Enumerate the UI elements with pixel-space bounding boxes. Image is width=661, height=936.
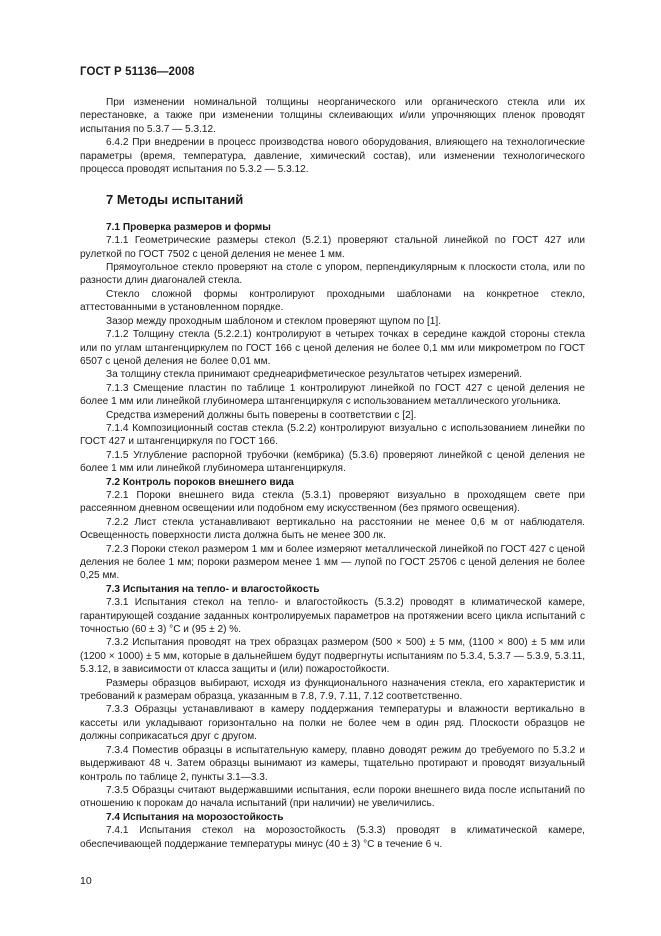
paragraph: 7.2.3 Пороки стекол размером 1 мм и более измеряют металлической линейкой по ГОСТ 427 с ценой деления не более 1 мм; пороки размером менее 1 мм — лупой по ГОСТ 25706 с ценой деления не более 0,25 мм. (80, 543, 585, 582)
document-body (80, 96, 585, 851)
paragraph: 7.3.1 Испытания стекол на тепло- и влагостойкость (5.3.2) проводят в климатической камере, гарантирующей создание заданных контролируемых параметров на протяжении всего цикла испытаний с точностью (60 ± 3) °С и (95 ± 2) %. (80, 597, 585, 636)
paragraph: 7.1.2 Толщину стекла (5.2.2.1) контролируют в четырех точках в середине каждой стороны стекла или по углам штангенциркулем по ГОСТ 166 с ценой деления не более 0,1 мм или микрометром по ГОСТ 6507 с ценой деления не более 0,01 мм. (80, 329, 585, 367)
section-heading: 7 Методы испытаний (106, 192, 244, 208)
paragraph: Прямоугольное стекло проверяют на столе с упором, перпендикулярным к плоскости стола, или по разности длин диагоналей стекла. (80, 262, 585, 287)
document-header: ГОСТ Р 51136—2008 (80, 66, 195, 78)
paragraph: 7.2.2 Лист стекла устанавливают вертикально на расстоянии не менее 0,6 м от наблюдателя. Освещенность поверхности листа должна быть не менее 300 лк. (80, 516, 585, 542)
paragraph: Зазор между проходным шаблоном и стеклом проверяют щупом по [1]. (106, 315, 442, 327)
paragraph: 7.3.5 Образцы считают выдержавшими испытания, если пороки внешнего вида после испытаний по отношению к порокам до начала испытаний (при наличии) не увеличились. (80, 784, 585, 810)
subsection-heading: 7.2 Контроль пороков внешнего вида (106, 476, 294, 488)
paragraph: 6.4.2 При внедрении в процесс производства нового оборудования, влияющего на технологические параметры (время, температура, давление, химический состав), или изменении технологического процесса проводят испытания по 5.3.2 — 5.3.12. (80, 137, 585, 176)
paragraph: 7.1.5 Углубление распорной трубочки (кембрика) (5.3.6) проверяют линейкой с ценой деления не более 1 мм или линейкой глубиномера штангенциркуля. (80, 449, 585, 475)
paragraph: 7.1.1 Геометрические размеры стекол (5.2.1) проверяют стальной линейкой по ГОСТ 427 или рулеткой по ГОСТ 7502 с ценой деления не менее 1 мм. (80, 235, 585, 260)
paragraph: 7.3.3 Образцы устанавливают в камеру поддержания температуры и влажности вертикально в кассеты или укладывают горизонтально на полки не более чем в один ряд. Плоскости образцов не должны соприкасаться друг с другом. (80, 704, 585, 743)
paragraph: За толщину стекла принимают среднеарифметическое результатов четырех измерений. (106, 369, 523, 381)
page-number: 10 (80, 875, 92, 887)
paragraph: 7.2.1 Пороки внешнего вида стекла (5.3.1) проверяют визуально в проходящем свете при рассеянном дневном освещении или подобном ему искусственном (без прямого освещения). (80, 489, 585, 515)
paragraph: 7.1.4 Композиционный состав стекла (5.2.2) контролируют визуально с использованием линейки по ГОСТ 427 и штангенциркуля по ГОСТ 166. (80, 422, 585, 448)
paragraph: 7.3.4 Поместив образцы в испытательную камеру, плавно доводят режим до требуемого по 5.3.2 и выдерживают 48 ч. Затем образцы вынимают из камеры, тщательно протирают и проводят визуальный контроль по таблице 2, пункты 3.1—3.3. (80, 744, 585, 783)
paragraph: 7.4.1 Испытания стекол на морозостойкость (5.3.3) проводят в климатической камере, обеспечивающей поддержание температуры минус (40 ± 3) °С в течение 6 ч. (80, 825, 585, 850)
subsection-heading: 7.4 Испытания на морозостойкость (106, 811, 284, 823)
paragraph: 7.3.2 Испытания проводят на трех образцах размером (500 × 500) ± 5 мм, (1100 × 800) ± 5 мм или (1200 × 1000) ± 5 мм, которые в дальнейшем будут подвергнуты испытаниям по 5.3.4, 5.3.7 — 5.3.9, 5.3.11, 5.3.12, в зависимости от класса защиты и (или) пожаростойкости. (80, 637, 585, 676)
paragraph: Размеры образцов выбирают, исходя из функционального назначения стекла, его характеристик и требований к размерам образца, указанным в 7.8, 7.9, 7.11, 7.12 соответственно. (80, 677, 585, 703)
subsection-heading: 7.3 Испытания на тепло- и влагостойкость (106, 583, 320, 595)
paragraph: Стекло сложной формы контролируют проходными шаблонами на конкретное стекло, аттестованными в установленном порядке. (80, 288, 585, 314)
paragraph: 7.1.3 Смещение пластин по таблице 1 контролируют линейкой по ГОСТ 427 с ценой деления не более 1 мм или линейкой глубиномера штангенциркуля с использованием металлического угольника. (80, 382, 585, 408)
paragraph: При изменении номинальной толщины неорганического или органического стекла или их перестановке, а также при изменении толщины склеивающих и/или упрочняющих пленок проводят испытания по 5.3.7 — 5.3.12. (80, 97, 585, 135)
subsection-heading: 7.1 Проверка размеров и формы (106, 221, 271, 233)
paragraph: Средства измерений должны быть поверены в соответствии с [2]. (106, 409, 417, 421)
